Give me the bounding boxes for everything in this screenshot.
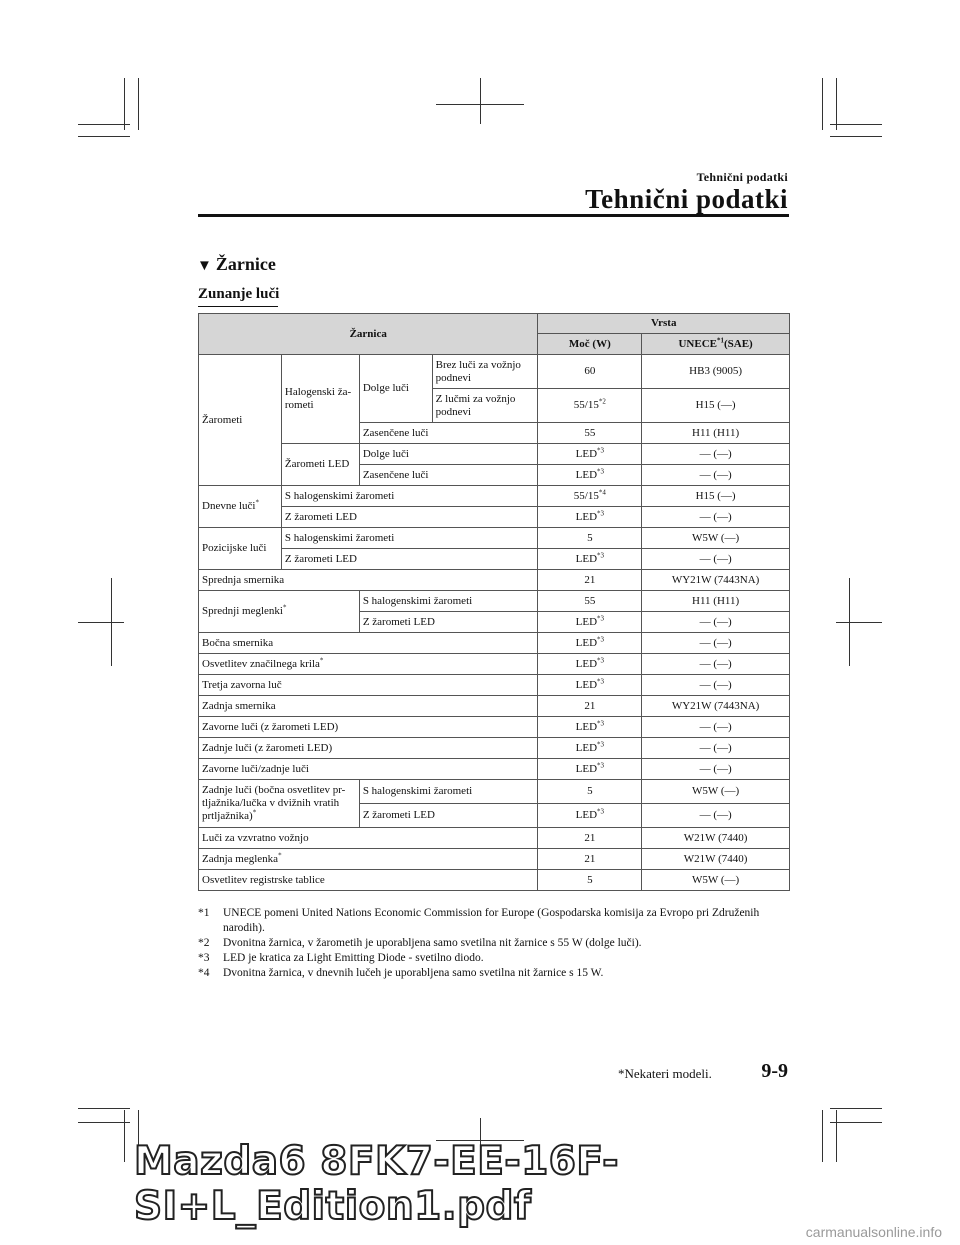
table-header-row [199,314,790,334]
table-row: Zadnje luči (z žarometi LED) LED$^{*3}$ — (—) [199,738,790,759]
table-row: Z žarometi LED LED$^{*3}$ — (—) [199,507,790,528]
table-row: Zavorne luči/zadnje luči LED$^{*3}$ — (—) [199,759,790,780]
footnote: *2 Dvonitna žarnica, v žarometih je uporabljena samo svetilna nit žarnice s 55 W (dolge luči). [198,937,642,949]
table-row: Žarometi Halogenski ža-rometi Dolge luči Brez luči za vožnjo podnevi 60 HB3 (9005) [199,355,790,389]
table-row: Zadnja meglenka* 21 W21W (7440) [199,849,790,870]
table-row: Žarometi LED Dolge luči LED$^{*3}$ — (—) [199,444,790,465]
table-row: Z žarometi LED LED$^{*3}$ — (—) [199,612,790,633]
table-row: Zadnja smernika 21 WY21W (7443NA) [199,696,790,717]
footer-note: *Nekateri modeli. [618,1066,712,1081]
table-row: Z žarometi LED LED$^{*3}$ — (—) [199,804,790,828]
table-row: Pozicijske luči S halogenskimi žarometi 5 W5W (—) [199,528,790,549]
table-row: Zavorne luči (z žarometi LED) LED$^{*3}$ — (—) [199,717,790,738]
footnote: *1 UNECE pomeni United Nations Economic Commission for Europe (Gospodarska komisija za Evropo pri Združenih narodih). [198,907,760,934]
table-row: Tretja zavorna luč LED$^{*3}$ — (—) [199,675,790,696]
file-name: Mazda6 8FK7-EE-16F-SI+L_Edition1.pdf [134,1139,619,1229]
header-rule [198,214,789,217]
bulb-table [198,313,790,891]
header-zarnica: Žarnica [199,314,538,355]
header-moc: Moč (W) [538,334,642,355]
table-row: Sprednji meglenki* S halogenskimi žarometi 55 H11 (H11) [199,591,790,612]
subsection-title: Zunanje luči [198,286,280,302]
watermark: carmanualsonline.info [805,1224,942,1240]
table-row: Zasenčene luči LED$^{*3}$ — (—) [199,465,790,486]
footnotes [198,906,790,981]
table-row: Luči za vzvratno vožnjo 21 W21W (7440) [199,828,790,849]
section-title: ▼ Žarnice [197,254,276,274]
table-row: Zasenčene luči 55 H11 (H11) [199,423,790,444]
page-number: 9-9 [761,1060,788,1082]
table-row: Sprednja smernika 21 WY21W (7443NA) [199,570,790,591]
table-row: Dnevne luči* S halogenskimi žarometi 55/15$^{*4}$ H15 (—) [199,486,790,507]
table-row: Z žarometi LED LED$^{*3}$ — (—) [199,549,790,570]
table-row: Osvetlitev značilnega krila* LED$^{*3}$ — (—) [199,654,790,675]
table-row: Osvetlitev registrske tablice 5 W5W (—) [199,870,790,891]
table-row: Zadnje luči (bočna osvetlitev pr-tljažnika/lučka v dvižnih vratih prtljažnika)* S halogenskimi žarometi 5 W5W (—) [199,780,790,804]
header-unece: UNECE$^{*1}$(SAE) [642,334,790,355]
table-row: Z lučmi za vožnjo podnevi 55/15$^{*2}$ H15 (—) [199,389,790,423]
table-row: Bočna smernika LED$^{*3}$ — (—) [199,633,790,654]
running-header: Tehnični podatki [696,170,788,184]
triangle-down-icon: ▼ [197,258,212,274]
subsection-underline [198,306,278,307]
chapter-title: Tehnični podatki [585,184,788,214]
footnote: *4 Dvonitna žarnica, v dnevnih lučeh je uporabljena samo svetilna nit žarnice s 15 W. [198,967,604,979]
header-vrsta: Vrsta [538,314,790,334]
footnote: *3 LED je kratica za Light Emitting Diode - svetilno diodo. [198,952,484,964]
